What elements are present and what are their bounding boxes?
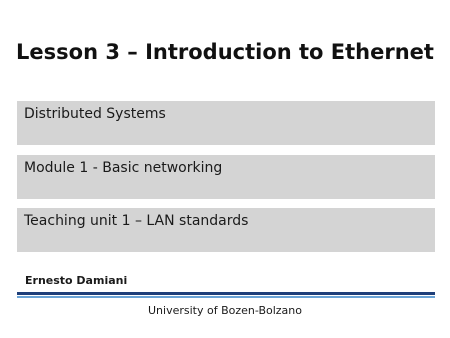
teaching-unit-label: Teaching unit 1 – LAN standards [24,213,249,229]
divider-line [17,292,435,295]
affiliation-text: University of Bozen-Bolzano [148,304,302,317]
divider-line-accent [17,296,435,298]
course-label: Distributed Systems [24,106,166,122]
module-box [17,155,435,199]
course-box [17,101,435,145]
slide-title: Lesson 3 – Introduction to Ethernet [16,40,434,64]
teaching-unit-box [17,208,435,252]
module-label: Module 1 - Basic networking [24,160,223,176]
author-name: Ernesto Damiani [25,274,128,287]
